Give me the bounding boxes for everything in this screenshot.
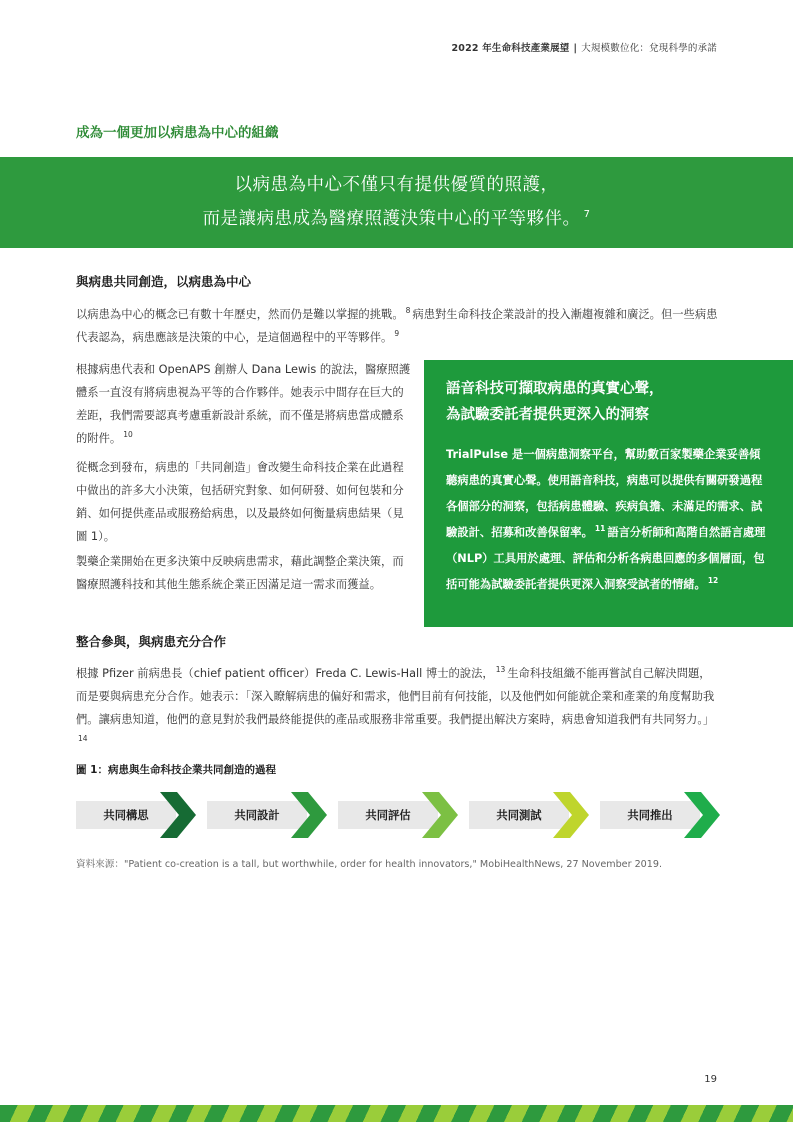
footnote-ref-11[interactable]: 11 — [594, 524, 606, 533]
quote-line-1: 以病患為中心不僅只有提供優質的照護， — [234, 175, 559, 196]
footnote-ref-8[interactable]: 8 — [405, 306, 411, 315]
decorative-stripe-footer — [0, 1105, 793, 1122]
callout-body — [446, 442, 771, 598]
chevron-arrow-icon — [160, 792, 196, 838]
figure-caption: 圖 1：病患與生命科技企業共同創造的過程 — [76, 764, 276, 776]
footnote-ref-10[interactable]: 10 — [123, 430, 133, 439]
process-step-label: 共同推出 — [600, 801, 700, 829]
chevron-arrow-icon — [684, 792, 720, 838]
process-step-label: 共同設計 — [207, 801, 307, 829]
callout-title — [446, 376, 771, 428]
callout-title-line-2: 為試驗委託者提供更深入的洞察 — [446, 407, 649, 423]
quote-banner — [0, 157, 793, 248]
quote-footnote-ref[interactable]: 7 — [583, 209, 591, 221]
footnote-ref-9[interactable]: 9 — [394, 329, 400, 338]
process-step-design — [207, 792, 327, 838]
callout-box — [424, 360, 793, 627]
subhead-integrated-engagement: 整合參與，與病患充分合作 — [76, 634, 227, 649]
report-series: 2022 年生命科技產業展望 — [451, 43, 570, 54]
paragraph-intro-text-b: 病患對生命科技企業設計的投入漸趨複雜和廣泛。但一些病患代表認為，病患應該是決策的中心，是這個過程中的平等夥伴。 — [76, 308, 718, 344]
section-title: 成為一個更加以病患為中心的組織 — [76, 125, 279, 141]
paragraph-freda-text-b: 生命科技組織不能再嘗試自己解決問題，而是要與病患充分合作。她表示：「深入瞭解病患的偏好和需求，他們目前有何技能，以及他們如何能就企業和產業的角度幫助我們。讓病患知道，他們的意見對於我們最終能提供的產品或服務非常重要。我們提出解決方案時，病患會知道我們有共同努力。」 — [76, 667, 715, 726]
paragraph-intro — [76, 303, 718, 349]
footnote-ref-12[interactable]: 12 — [707, 576, 719, 585]
callout-body-text-a: TrialPulse 是一個病患洞察平台，幫助數百家製藥企業妥善傾聽病患的真實心聲。使用語音科技，病患可以提供有關研發過程各個部分的洞察，包括病患體驗、疾病負擔、未滿足的需求、試驗設計、招募和改善保留率。 — [446, 448, 763, 539]
paragraph-concept-to-launch: 從概念到發布，病患的「共同創造」會改變生命科技企業在此過程中做出的許多大小決策，包括研究對象、如何研發、如何包裝和分銷、如何提供產品或服務給病患，以及最終如何衡量病患結果（見圖 1）。 — [76, 461, 404, 543]
process-step-label: 共同構思 — [76, 801, 176, 829]
process-step-label: 共同測試 — [469, 801, 569, 829]
footnote-ref-14[interactable]: 14 — [78, 734, 88, 743]
quote-line-2 — [203, 200, 591, 234]
callout-body-text-b: 語言分析師和高階自然語言處理（NLP）工具用於處理、評估和分析各病患回應的多個層面，包括可能為試驗委託者提供更深入洞察受試者的情緒。 — [446, 526, 766, 591]
co-creation-process-diagram — [76, 792, 726, 838]
page-number: 19 — [704, 1074, 717, 1085]
running-header — [451, 40, 717, 54]
callout-title-line-1: 語音科技可擷取病患的真實心聲， — [446, 381, 664, 397]
chevron-arrow-icon — [553, 792, 589, 838]
paragraph-freda-text-a: 根據 Pfizer 前病患長（chief patient officer）Freda C. Lewis-Hall 博士的說法， — [76, 667, 494, 680]
subhead-co-creation: 與病患共同創造，以病患為中心 — [76, 274, 252, 289]
process-step-ideation — [76, 792, 196, 838]
footnote-ref-13[interactable]: 13 — [495, 665, 506, 674]
paragraph-pharma-decisions: 製藥企業開始在更多決策中反映病患需求，藉此調整企業決策，而醫療照護科技和其他生態系統企業正因滿足這一需求而獲益。 — [76, 555, 404, 591]
process-step-launch — [600, 792, 720, 838]
figure-source: 資料來源："Patient co-creation is a tall, but worthwhile, order for health innovators," MobiHealthNews, 27 November 2019. — [76, 859, 663, 870]
report-subtitle: 大規模數位化：兌現科學的承諾 — [581, 43, 717, 54]
chevron-arrow-icon — [291, 792, 327, 838]
process-step-label: 共同評估 — [338, 801, 438, 829]
paragraph-dana-lewis — [76, 358, 412, 450]
process-step-testing — [469, 792, 589, 838]
paragraph-intro-text-a: 以病患為中心的概念已有數十年歷史，然而仍是難以掌握的挑戰。 — [76, 308, 404, 321]
process-step-evaluation — [338, 792, 458, 838]
quote-line-2-text: 而是讓病患成為醫療照護決策中心的平等夥伴。 — [202, 208, 581, 229]
chevron-arrow-icon — [422, 792, 458, 838]
paragraph-freda-lewis-hall — [76, 662, 718, 754]
paragraph-dana-lewis-text: 根據病患代表和 OpenAPS 創辦人 Dana Lewis 的說法，醫療照護體系一直沒有將病患視為平等的合作夥伴。她表示中間存在巨大的差距，我們需要認真考慮重新設計系統，而不僅是將病患當成體系的附件。 — [76, 363, 411, 445]
header-separator: | — [573, 43, 578, 54]
